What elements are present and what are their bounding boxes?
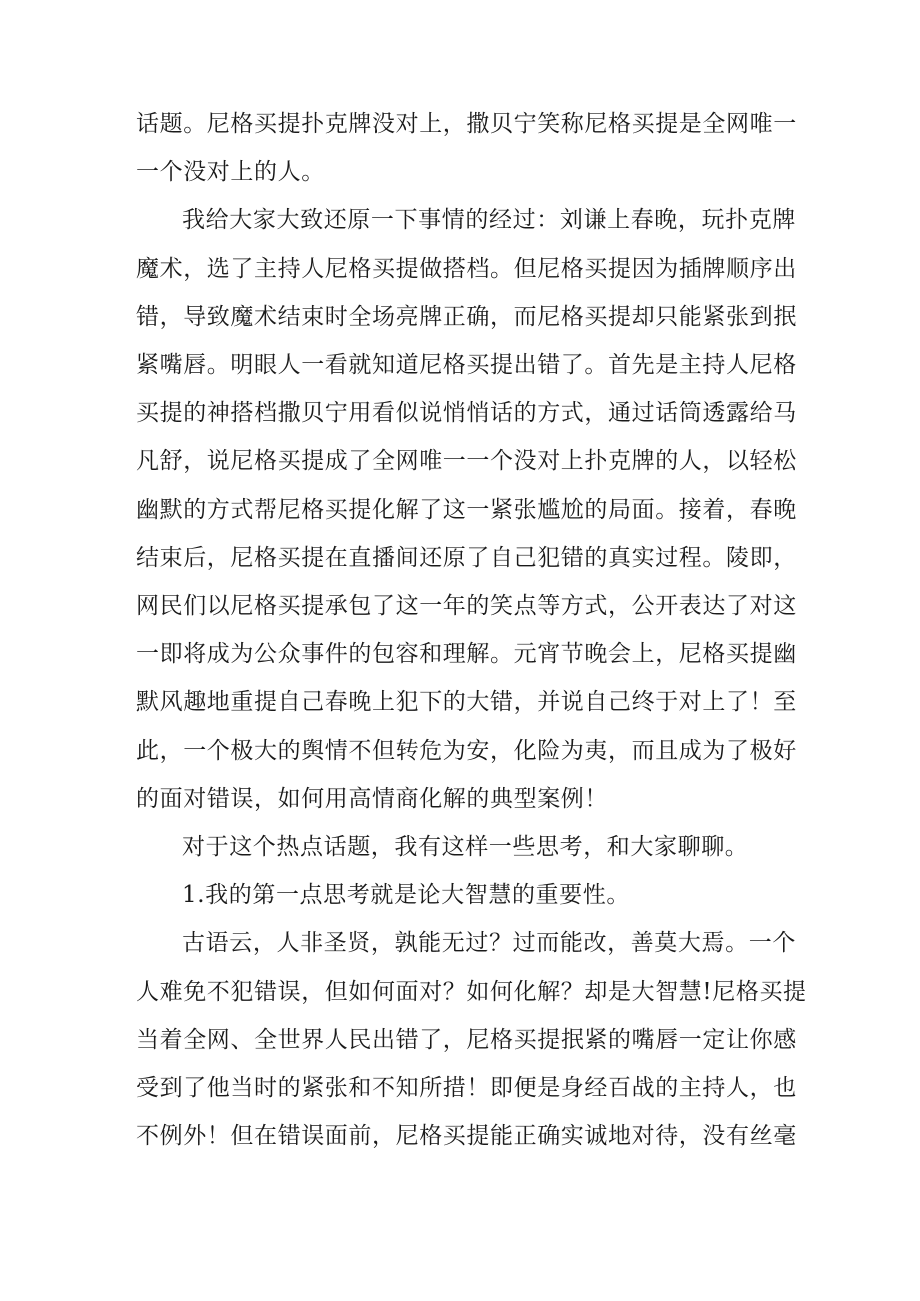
paragraph-4-heading xyxy=(136,871,796,919)
text-line: 不例外！但在错误面前，尼格买提能正确实诚地对待，没有丝毫 xyxy=(136,1123,797,1150)
text-line: 我给大家大致还原一下事情的经过：刘谦上春晚，玩扑克牌 xyxy=(182,207,796,234)
text-line: 默风趣地重提自己春晚上犯下的大错，并说自己终于对上了！至 xyxy=(136,689,797,716)
text-line: 一个没对上的人。 xyxy=(136,159,325,186)
text-line: 紧嘴唇。明眼人一看就知道尼格买提出错了。首先是主持人尼格 xyxy=(136,352,797,379)
paragraph-2 xyxy=(136,196,796,823)
text-line: 凡舒，说尼格买提成了全网唯一一个没对上扑克牌的人，以轻松 xyxy=(136,448,797,475)
text-line: 当着全网、全世界人民出错了，尼格买提抿紧的嘴唇一定让你感 xyxy=(136,1026,797,1053)
text-line: 古语云，人非圣贤，孰能无过？过而能改，善莫大焉。一个 xyxy=(182,930,796,957)
text-line: 受到了他当时的紧张和不知所措！即便是身经百战的主持人，也 xyxy=(136,1075,797,1102)
section-heading: 1.我的第一点思考就是论大智慧的重要性。 xyxy=(182,882,630,909)
text-line: 人难免不犯错误，但如何面对？如何化解？却是大智慧!尼格买提 xyxy=(136,978,807,1005)
text-line: 此，一个极大的舆情不但转危为安，化险为夷，而且成为了极好 xyxy=(136,737,797,764)
text-line: 幽默的方式帮尼格买提化解了这一紧张尴尬的局面。接着，春晚 xyxy=(136,496,797,523)
text-line: 买提的神搭档撒贝宁用看似说悄悄话的方式，通过话筒透露给马 xyxy=(136,400,797,427)
text-line: 网民们以尼格买提承包了这一年的笑点等方式，公开表达了对这 xyxy=(136,593,797,620)
text-line: 对于这个热点话题，我有这样一些思考，和大家聊聊。 xyxy=(182,834,749,861)
text-line: 魔术，选了主持人尼格买提做搭档。但尼格买提因为插牌顺序出 xyxy=(136,255,797,282)
paragraph-1 xyxy=(136,100,796,196)
paragraph-3 xyxy=(136,823,796,871)
text-line: 的面对错误，如何用高情商化解的典型案例！ xyxy=(136,785,608,812)
text-line: 错，导致魔术结束时全场亮牌正确，而尼格买提却只能紧张到抿 xyxy=(136,303,797,330)
text-line: 一即将成为公众事件的包容和理解。元宵节晚会上，尼格买提幽 xyxy=(136,641,797,668)
paragraph-5 xyxy=(136,919,807,1160)
document-page xyxy=(136,100,807,1160)
text-line: 结束后，尼格买提在直播间还原了自己犯错的真实过程。陵即， xyxy=(136,544,797,571)
text-line: 话题。尼格买提扑克牌没对上，撒贝宁笑称尼格买提是全网唯一 xyxy=(136,111,797,137)
